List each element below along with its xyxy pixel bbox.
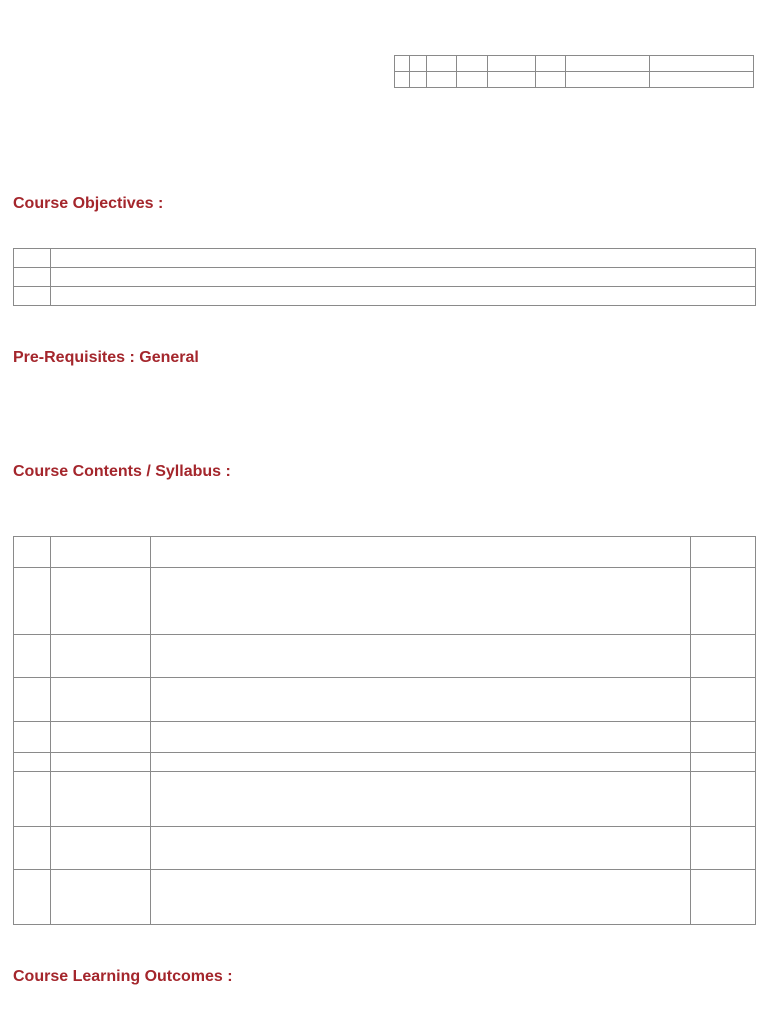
table-cell bbox=[536, 72, 566, 88]
table-cell bbox=[51, 537, 151, 568]
table-cell bbox=[427, 72, 457, 88]
table-cell bbox=[14, 568, 51, 635]
course-code-table bbox=[394, 55, 754, 88]
table-cell bbox=[691, 870, 756, 925]
course-contents-heading: Course Contents / Syllabus : bbox=[13, 463, 231, 480]
table-cell bbox=[650, 56, 754, 72]
table-cell bbox=[151, 568, 691, 635]
course-objectives-heading: Course Objectives : bbox=[13, 195, 164, 212]
table-row bbox=[14, 753, 756, 772]
table-cell bbox=[14, 678, 51, 722]
table-cell bbox=[51, 772, 151, 827]
table-cell bbox=[14, 537, 51, 568]
table-row bbox=[14, 827, 756, 870]
table-cell bbox=[14, 287, 51, 306]
prerequisites-heading: Pre-Requisites : General bbox=[13, 349, 199, 366]
table-row bbox=[14, 249, 756, 268]
table-cell bbox=[691, 678, 756, 722]
table-cell bbox=[14, 753, 51, 772]
table-row bbox=[14, 537, 756, 568]
table-cell bbox=[488, 56, 536, 72]
table-cell bbox=[14, 870, 51, 925]
table-row bbox=[14, 772, 756, 827]
table-cell bbox=[691, 635, 756, 678]
table-cell bbox=[427, 56, 457, 72]
table-row bbox=[14, 268, 756, 287]
table-row bbox=[395, 72, 754, 88]
table-cell bbox=[51, 635, 151, 678]
table-cell bbox=[691, 568, 756, 635]
table-cell bbox=[488, 72, 536, 88]
table-cell bbox=[14, 827, 51, 870]
course-learning-outcomes-heading: Course Learning Outcomes : bbox=[13, 968, 233, 985]
table-cell bbox=[566, 72, 650, 88]
table-cell bbox=[410, 56, 427, 72]
table-cell bbox=[457, 72, 488, 88]
table-cell bbox=[536, 56, 566, 72]
objectives-table bbox=[13, 248, 756, 306]
table-cell bbox=[650, 72, 754, 88]
table-cell bbox=[691, 753, 756, 772]
table-cell bbox=[395, 72, 410, 88]
table-cell bbox=[14, 772, 51, 827]
table-cell bbox=[151, 870, 691, 925]
table-cell bbox=[51, 722, 151, 753]
table-cell bbox=[691, 772, 756, 827]
table-row bbox=[14, 635, 756, 678]
table-cell bbox=[691, 537, 756, 568]
table-cell bbox=[14, 722, 51, 753]
table-cell bbox=[151, 722, 691, 753]
table-cell bbox=[457, 56, 488, 72]
table-cell bbox=[51, 870, 151, 925]
syllabus-table bbox=[13, 536, 756, 925]
table-cell bbox=[691, 722, 756, 753]
table-cell bbox=[51, 753, 151, 772]
table-cell bbox=[151, 827, 691, 870]
table-cell bbox=[51, 678, 151, 722]
table-row bbox=[14, 287, 756, 306]
table-row bbox=[14, 722, 756, 753]
table-cell bbox=[151, 678, 691, 722]
table-cell bbox=[14, 268, 51, 287]
table-cell bbox=[151, 635, 691, 678]
table-cell bbox=[691, 827, 756, 870]
table-cell bbox=[410, 72, 427, 88]
table-cell bbox=[14, 249, 51, 268]
table-cell bbox=[51, 287, 756, 306]
table-cell bbox=[151, 753, 691, 772]
table-cell bbox=[51, 827, 151, 870]
table-row bbox=[14, 870, 756, 925]
table-cell bbox=[14, 635, 51, 678]
table-cell bbox=[151, 772, 691, 827]
table-row bbox=[395, 56, 754, 72]
table-cell bbox=[566, 56, 650, 72]
table-row bbox=[14, 568, 756, 635]
table-cell bbox=[51, 268, 756, 287]
table-cell bbox=[395, 56, 410, 72]
table-cell bbox=[151, 537, 691, 568]
table-row bbox=[14, 678, 756, 722]
table-cell bbox=[51, 249, 756, 268]
table-cell bbox=[51, 568, 151, 635]
